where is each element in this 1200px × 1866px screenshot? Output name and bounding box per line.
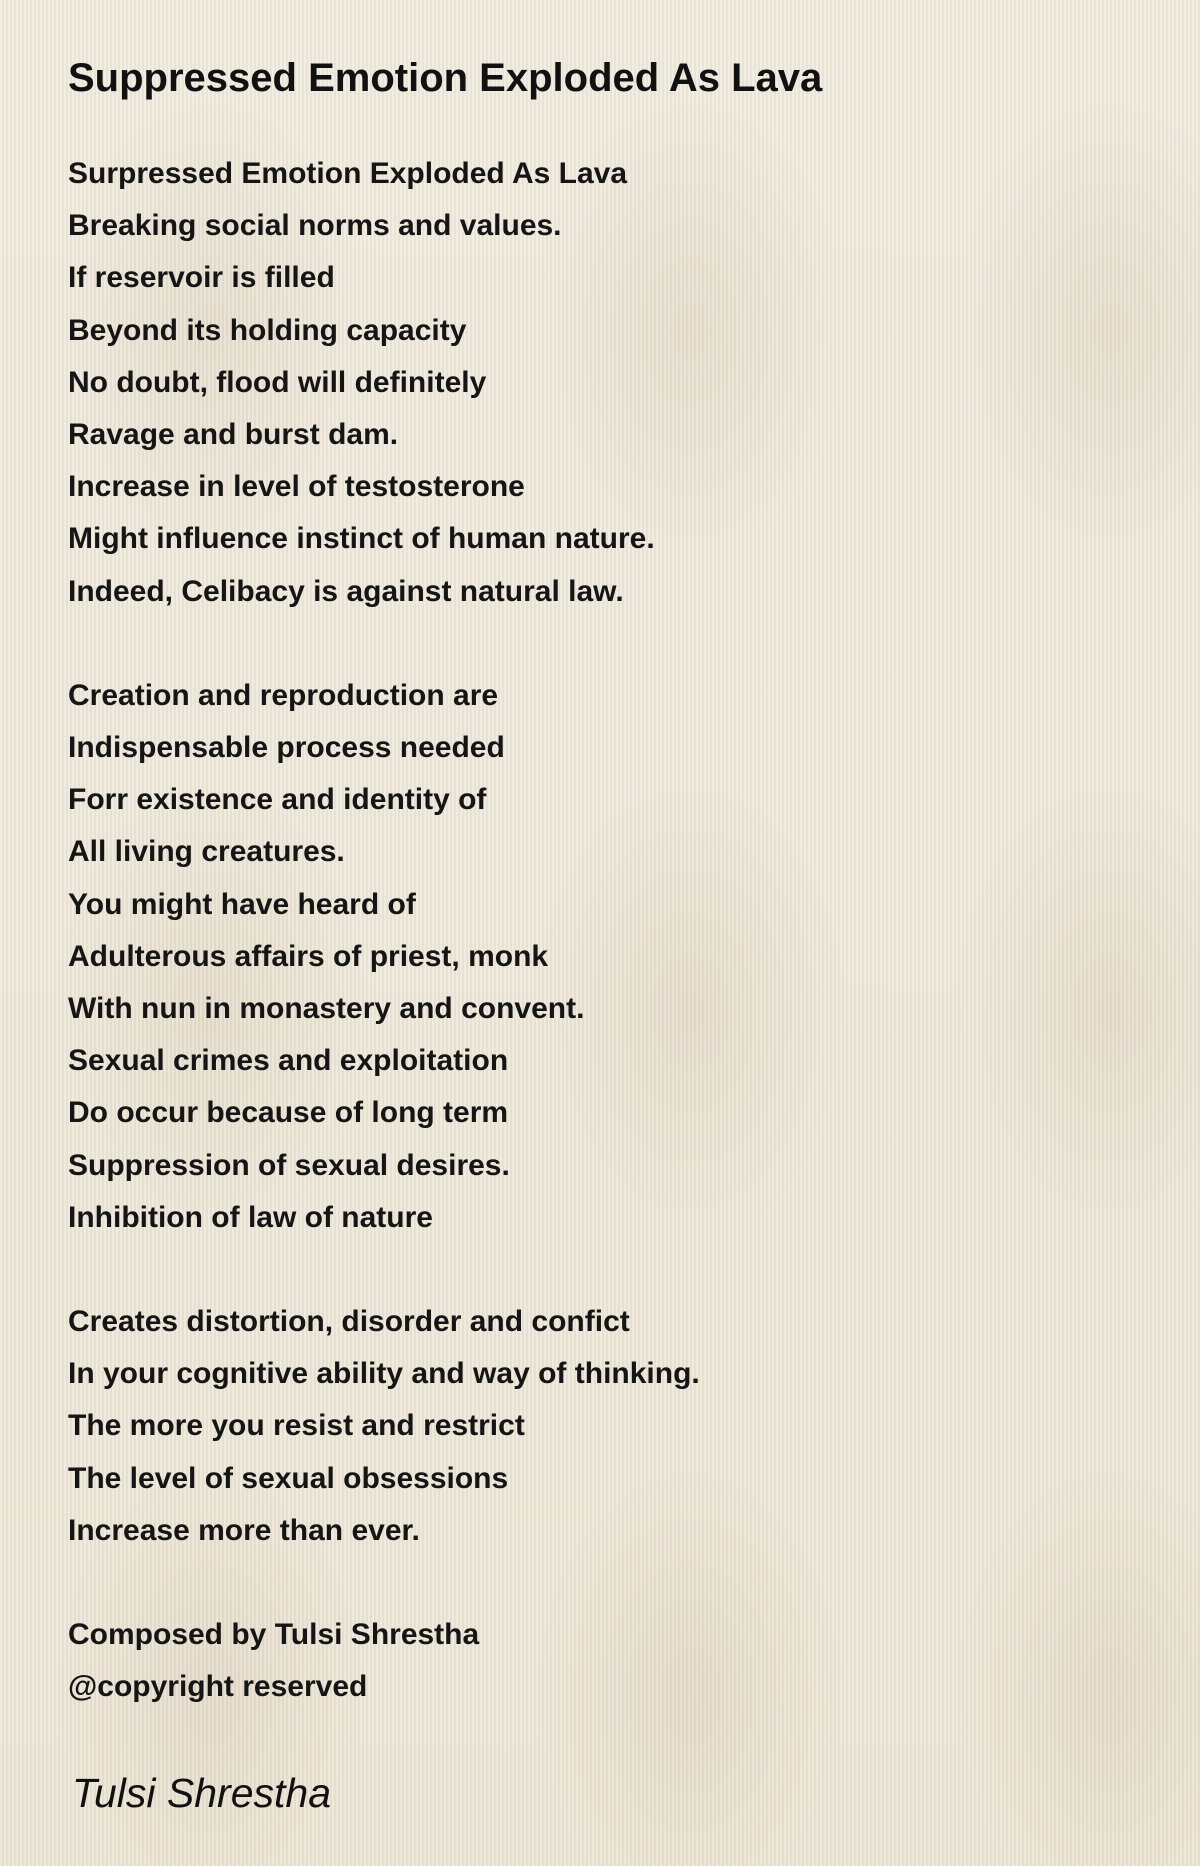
author-signature: Tulsi Shrestha: [72, 1770, 332, 1817]
poem-line: Adulterous affairs of priest, monk: [68, 939, 549, 973]
poem-line: Beyond its holding capacity: [68, 313, 467, 347]
poem-line: The level of sexual obsessions: [68, 1461, 509, 1495]
poem-title: Suppressed Emotion Exploded As Lava: [68, 56, 823, 100]
poem-line: In your cognitive ability and way of thinking.: [68, 1357, 700, 1391]
poem-line: Creates distortion, disorder and confict: [68, 1305, 630, 1339]
poem-line: All living creatures.: [68, 835, 345, 869]
copyright-notice: @copyright reserved: [68, 1670, 368, 1704]
poem-line: Indispensable process needed: [68, 731, 505, 765]
poem-line: Do occur because of long term: [68, 1096, 509, 1130]
poem-line: If reservoir is filled: [68, 261, 335, 295]
poem-line: Breaking social norms and values.: [68, 209, 562, 243]
poem-line: Increase more than ever.: [68, 1513, 420, 1547]
poem-page: [68, 48, 1148, 1821]
poem-line: No doubt, flood will definitely: [68, 365, 487, 399]
composer-credit: Composed by Tulsi Shrestha: [68, 1618, 480, 1652]
poem-line: Forr existence and identity of: [68, 783, 487, 817]
poem-line: You might have heard of: [68, 887, 416, 921]
credits-stanza: [68, 1609, 1148, 1713]
poem-line: Inhibition of law of nature: [68, 1200, 433, 1234]
poem-line: Ravage and burst dam.: [68, 418, 399, 452]
stanza-1: [68, 148, 1148, 618]
stanza-3: [68, 1296, 1148, 1557]
poem-line: Creation and reproduction are: [68, 678, 499, 712]
poem-line: The more you resist and restrict: [68, 1409, 525, 1443]
poem-body: [68, 148, 1148, 1713]
poem-line: Surpressed Emotion Exploded As Lava: [68, 157, 628, 190]
poem-line: Might influence instinct of human nature.: [68, 522, 655, 556]
poem-line: Sexual crimes and exploitation: [68, 1044, 509, 1078]
poem-line: With nun in monastery and convent.: [68, 992, 585, 1026]
stanza-2: [68, 670, 1148, 1244]
poem-line: Increase in level of testosterone: [68, 470, 525, 504]
poem-line: Suppression of sexual desires.: [68, 1148, 510, 1182]
poem-line: Indeed, Celibacy is against natural law.: [68, 574, 624, 608]
